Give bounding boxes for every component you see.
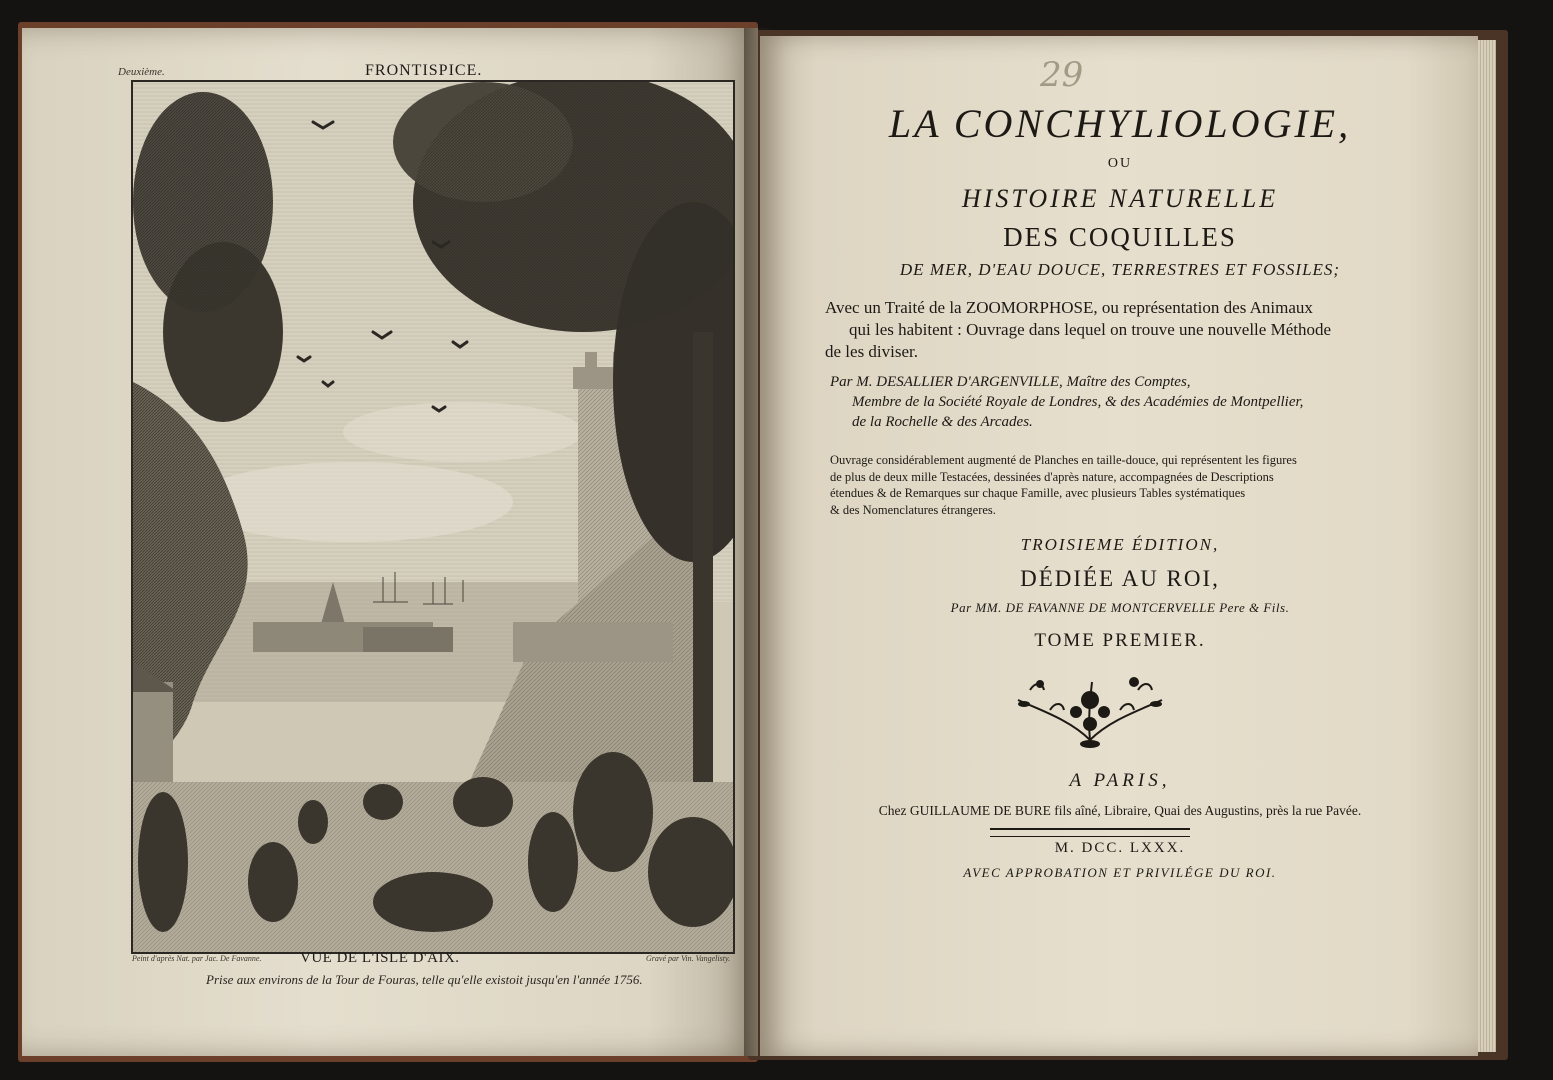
engraver-credit-left: Peint d'après Nat. par Jac. De Favanne. bbox=[132, 954, 262, 963]
title-ou: OU bbox=[1107, 156, 1133, 171]
volume-label: TOME PREMIER. bbox=[1034, 630, 1206, 651]
para2-line2: Membre de la Société Royale de Londres, & des Académies de Montpellier, bbox=[852, 394, 1304, 410]
para3-line1: Ouvrage considérablement augmenté de Planches en taille-douce, qui représentent les figures bbox=[830, 453, 1297, 467]
page-edges bbox=[1478, 40, 1496, 1052]
paragraph-description bbox=[830, 452, 1370, 518]
dedication-label: DÉDIÉE AU ROI, bbox=[1020, 566, 1220, 591]
frontispiece-engraving bbox=[131, 80, 735, 954]
imprint-place: A PARIS, bbox=[1069, 770, 1171, 791]
para1-line1: Avec un Traité de la ZOOMORPHOSE, ou représentation des Animaux bbox=[825, 298, 1313, 317]
book-title: LA CONCHYLIOLOGIE, bbox=[888, 101, 1352, 146]
imprint-rule bbox=[990, 828, 1190, 837]
engraver-credit-right: Gravé par Vin. Vangelisty. bbox=[646, 954, 731, 963]
para3-line2: de plus de deux mille Testacées, dessinées d'après nature, accompagnées de Descriptions bbox=[830, 469, 1274, 484]
imprint-publisher: Chez GUILLAUME DE BURE fils aîné, Libraire, Quai des Augustins, près la rue Pavée. bbox=[878, 803, 1362, 818]
plate-title: FRONTISPICE. bbox=[365, 62, 483, 79]
title-coquilles: DES COQUILLES bbox=[1003, 222, 1237, 252]
para3-line4: & des Nomenclatures étrangeres. bbox=[830, 502, 996, 517]
floral-ornament-icon bbox=[1010, 670, 1170, 755]
plate-number-label: Deuxième. bbox=[118, 66, 165, 78]
plate-subcaption: Prise aux environs de la Tour de Fouras, telle qu'elle existoit jusqu'en l'année 1756. bbox=[206, 972, 643, 987]
imprint-approbation: AVEC APPROBATION ET PRIVILÉGE DU ROI. bbox=[963, 865, 1277, 880]
title-histoire: HISTOIRE NATURELLE bbox=[961, 184, 1279, 213]
imprint-date: M. DCC. LXXX. bbox=[1054, 840, 1186, 856]
para3-line3: étendues & de Remarques sur chaque Famille, avec plusieurs Tables systématiques bbox=[830, 486, 1246, 500]
para1-line3: de les diviser. bbox=[825, 342, 919, 361]
editors-label: Par MM. DE FAVANNE DE MONTCERVELLE Pere & Fils. bbox=[950, 600, 1290, 615]
paragraph-zoomorphose bbox=[825, 297, 1365, 363]
edition-label: TROISIEME ÉDITION, bbox=[1020, 535, 1220, 554]
title-subtitle: DE MER, D'EAU DOUCE, TERRESTRES ET FOSSILES; bbox=[899, 260, 1341, 279]
para1-line2: qui les habitent : Ouvrage dans lequel on trouve une nouvelle Méthode bbox=[849, 320, 1332, 339]
para2-line1: Par M. DESALLIER D'ARGENVILLE, Maître des Comptes, bbox=[830, 374, 1191, 390]
plate-caption: VUE DE L'ISLE D'AIX. bbox=[300, 950, 460, 966]
paragraph-author bbox=[830, 372, 1370, 432]
para2-line3: de la Rochelle & des Arcades. bbox=[852, 414, 1033, 430]
handwritten-number: 29 bbox=[1040, 55, 1084, 95]
